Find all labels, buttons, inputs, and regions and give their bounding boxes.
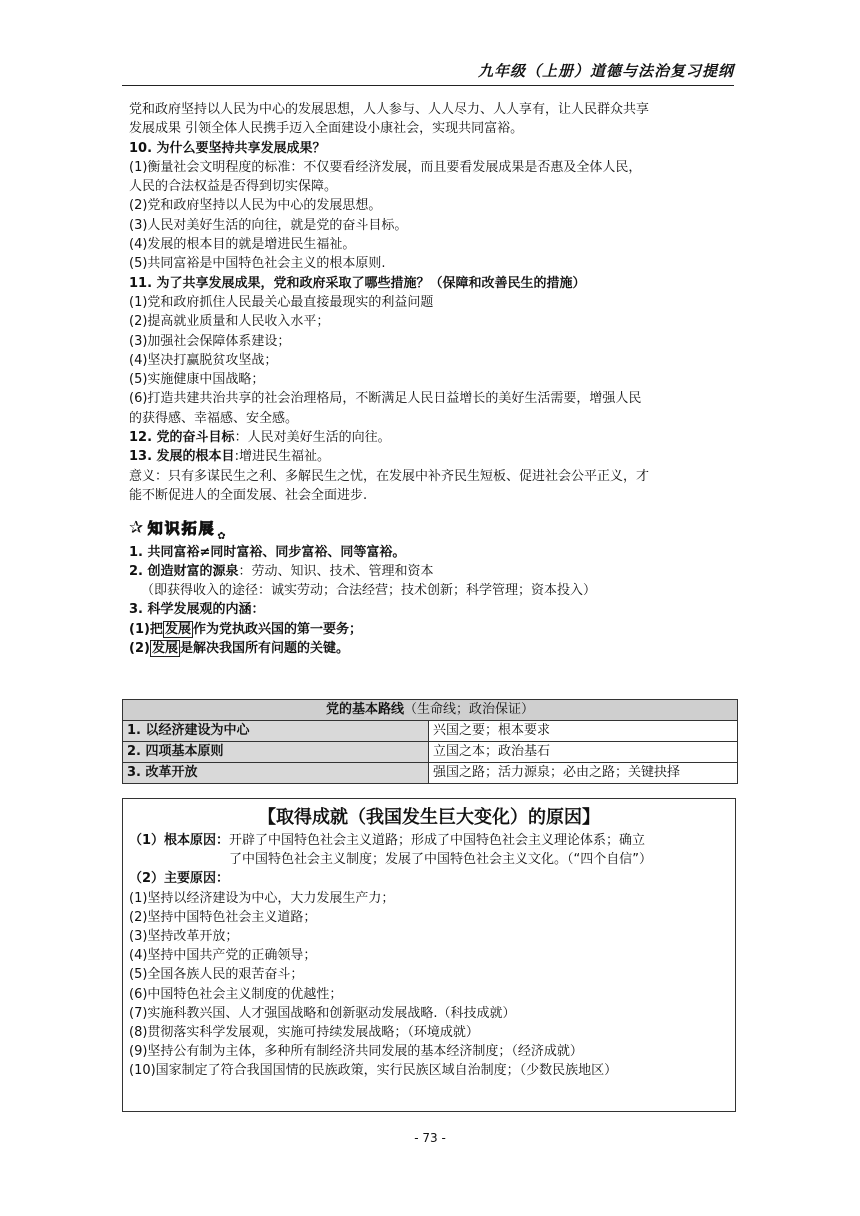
p3a-post: 作为党执政兴国的第一要务；: [192, 621, 362, 637]
badge-label: 知识拓展: [147, 519, 216, 538]
q10-item: 人民的合法权益是否得到切实保障。: [129, 179, 338, 195]
root-reason-text: [229, 831, 652, 869]
header-title: 九年级（上册）道德与法治复习提纲: [477, 62, 734, 80]
table-cell-right: 强国之路；活力源泉；必由之路；关键抉择: [429, 763, 738, 784]
root-reason-line: 开辟了中国特色社会主义道路；形成了中国特色社会主义理论体系；确立: [229, 833, 646, 848]
significance-line: 意义：只有多谋民生之利、多解民生之忧，在发展中补齐民生短板、促进社会公平正义，才: [129, 468, 650, 484]
reason-item: (1)坚持以经济建设为中心，大力发展生产力；: [129, 890, 395, 906]
expand-p1: 1. 共同富裕≠同时富裕、同步富裕、同等富裕。: [129, 544, 406, 560]
q11-item: (5)实施健康中国战略；: [129, 372, 265, 388]
star-icon: ✰: [129, 518, 144, 539]
table-row: [123, 763, 738, 784]
small-star-icon: ✿: [217, 531, 226, 543]
root-reason-line: 了中国特色社会主义制度；发展了中国特色社会主义文化。（“四个自信”）: [229, 852, 653, 868]
table-header-row: [123, 700, 738, 721]
significance-line: 能不断促进人的全面发展、社会全面进步.: [129, 487, 368, 503]
basic-line-table: [122, 699, 738, 784]
intro-line: 党和政府坚持以人民为中心的发展思想，人人参与、人人尽力、人人享有，让人民群众共享: [129, 102, 650, 117]
expand-p3: 3. 科学发展观的内涵：: [129, 602, 265, 618]
root-reason: [129, 831, 735, 869]
table-cell-left: 3. 改革开放: [123, 763, 429, 784]
q10-item: (2)党和政府坚持以人民为中心的发展思想。: [129, 198, 382, 214]
q11-item: (4)坚决打赢脱贫攻坚战；: [129, 352, 278, 368]
knowledge-expand-badge: [129, 518, 226, 543]
reason-item: (9)坚持公有制为主体，多种所有制经济共同发展的基本经济制度；（经济成就）: [129, 1044, 583, 1060]
table-row: [123, 721, 738, 742]
reason-item: (4)坚持中国共产党的正确领导；: [129, 948, 317, 964]
p3b-post: 是解决我国所有问题的关键。: [179, 641, 349, 657]
reason-item: (2)坚持中国特色社会主义道路；: [129, 909, 317, 925]
table-cell-left: 2. 四项基本原则: [123, 742, 429, 763]
reasons-title: 【取得成就（我国发生巨大变化）的原因】: [258, 807, 600, 828]
page-header: [122, 58, 734, 86]
achievement-reasons-box: [122, 798, 736, 1112]
q11-item: (3)加强社会保障体系建设；: [129, 333, 291, 349]
table-header: [123, 700, 738, 721]
header-rule: [122, 85, 734, 86]
page-number: - 73 -: [414, 1131, 446, 1145]
q13-text: :增进民生福祉。: [234, 449, 330, 465]
expand-p3a: [129, 620, 735, 639]
q10-title: 10. 为什么要坚持共享发展成果？: [129, 140, 326, 156]
q11-item: (2)提高就业质量和人民收入水平；: [129, 314, 330, 330]
reason-item: (6)中国特色社会主义制度的优越性；: [129, 986, 343, 1002]
main-content: [129, 100, 735, 658]
reason-item: (3)坚持改革开放；: [129, 929, 239, 945]
p3a-boxed-term: 发展: [164, 621, 191, 637]
reason-item: (7)实施科教兴国、人才强国战略和创新驱动发展战略.（科技成就）: [129, 1005, 516, 1021]
expand-p2-note: （即获得收入的途径：诚实劳动；合法经营；技术创新；科学管理；资本投入）: [141, 583, 597, 599]
p3b-pre: (2): [129, 641, 150, 657]
table-row: [123, 742, 738, 763]
p3b-boxed-term: 发展: [151, 641, 178, 657]
q13-label: 13. 发展的根本目: [129, 449, 235, 465]
q10-item: (5)共同富裕是中国特色社会主义的根本原则.: [129, 256, 386, 272]
q13: [129, 447, 735, 466]
root-reason-label: （1）根本原因：: [129, 833, 230, 848]
table-cell-right: 兴国之要；根本要求: [429, 721, 738, 742]
q11-item: 的获得感、幸福感、安全感。: [129, 410, 299, 426]
q11-title: 11. 为了共享发展成果，党和政府采取了哪些措施？（保障和改善民生的措施）: [129, 275, 586, 291]
expand-p2-label: 2. 创造财富的源泉: [129, 563, 239, 579]
q12-label: 12. 党的奋斗目标: [129, 430, 235, 446]
q11-item: (6)打造共建共治共享的社会治理格局，不断满足人民日益增长的美好生活需要，增强人民: [129, 391, 642, 407]
q12: [129, 428, 735, 447]
q10-item: (3)人民对美好生活的向往，就是党的奋斗目标。: [129, 217, 408, 233]
reason-item: (5)全国各族人民的艰苦奋斗；: [129, 967, 304, 983]
q11-item: (1)党和政府抓住人民最关心最直接最现实的利益问题: [129, 294, 434, 310]
reasons-body: [123, 831, 735, 1081]
reason-item: (10)国家制定了符合我国国情的民族政策，实行民族区域自治制度；（少数民族地区）: [129, 1063, 618, 1079]
main-reason-label: （2）主要原因：: [129, 871, 230, 887]
q10-item: (1)衡量社会文明程度的标准：不仅要看经济发展，而且要看发展成果是否惠及全体人民，: [129, 159, 642, 175]
expand-p2: [129, 562, 735, 581]
table-header-note: （生命线；政治保证）: [404, 702, 535, 717]
expand-p3b: [129, 639, 735, 658]
q12-text: ：人民对美好生活的向往。: [234, 430, 391, 446]
expand-p2-text: ：劳动、知识、技术、管理和资本: [238, 563, 434, 579]
table-cell-right: 立国之本；政治基石: [429, 742, 738, 763]
table-cell-left: 1. 以经济建设为中心: [123, 721, 429, 742]
table-header-title: 党的基本路线: [325, 702, 404, 717]
reason-item: (8)贯彻落实科学发展观，实施可持续发展战略；（环境成就）: [129, 1025, 479, 1041]
q10-item: (4)发展的根本目的就是增进民生福祉。: [129, 237, 356, 253]
p3a-pre: (1)把: [129, 621, 163, 637]
intro-line: 发展成果 引领全体人民携手迈入全面建设小康社会，实现共同富裕。: [129, 121, 524, 137]
